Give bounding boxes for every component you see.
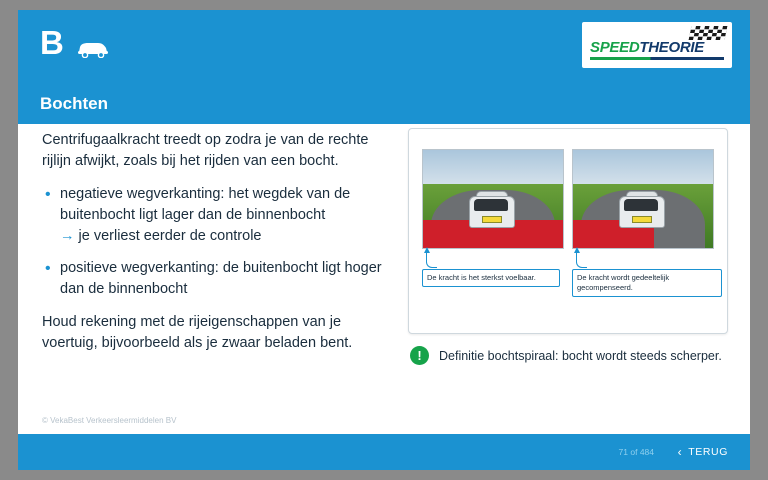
- photo-positive-camber: [572, 149, 714, 249]
- car-window: [474, 199, 508, 211]
- logo-text-speed: SPEED: [590, 39, 640, 56]
- list-item: [42, 184, 392, 247]
- slide-body: [18, 124, 750, 434]
- logo-text: [590, 39, 704, 56]
- photo-negative-camber: [422, 149, 564, 249]
- page-indicator: 71 of 484: [618, 447, 654, 457]
- slide-header: [18, 10, 750, 88]
- exclamation-icon: !: [410, 346, 429, 365]
- callout-connector-right: [576, 253, 587, 268]
- bullet-sub-text: je verliest eerder de controle: [78, 228, 262, 245]
- back-button-label: TERUG: [688, 446, 728, 458]
- car-illustration: [617, 188, 665, 230]
- copyright-text: © VekaBest Verkeersleermiddelen BV: [42, 416, 177, 425]
- bullet-sub-line: [60, 228, 262, 244]
- definition-text: Definitie bochtspiraal: bocht wordt steeds scherper.: [439, 348, 722, 363]
- checkered-flag-icon: [689, 26, 728, 40]
- car-window: [624, 199, 658, 211]
- sky: [573, 150, 713, 184]
- brand-logo: [582, 22, 732, 68]
- slide-footer: [18, 434, 750, 470]
- illustration-panel: [408, 128, 728, 334]
- bullet-list: [42, 184, 392, 300]
- list-item: [42, 258, 392, 300]
- callout-connector-left: [426, 253, 437, 268]
- definition-note: [410, 346, 740, 365]
- car-license-plate: [632, 216, 652, 223]
- logo-underline: [590, 57, 724, 60]
- title-bar: [18, 88, 750, 124]
- chapter-letter: B: [40, 24, 64, 61]
- caption-right: De kracht wordt gedeeltelijk gecompenseerd.: [572, 269, 722, 297]
- intro-paragraph: Centrifugaalkracht treedt op zodra je van de rechte rijlijn afwijkt, zoals bij het rijden van een bocht.: [42, 132, 369, 170]
- caption-left: De kracht is het sterkst voelbaar.: [422, 269, 560, 287]
- car-illustration: [467, 188, 515, 230]
- closing-paragraph: Houd rekening met de rijeigenschappen van je voertuig, bijvoorbeeld als je zwaar beladen bent.: [42, 314, 353, 352]
- logo-text-theorie: THEORIE: [639, 39, 704, 56]
- chevron-left-icon: ‹: [677, 445, 683, 459]
- bullet-text: negatieve wegverkanting: het wegdek van de buitenbocht ligt lager dan de binnenbocht: [60, 186, 351, 224]
- sky: [423, 150, 563, 184]
- header-inner: [36, 26, 732, 76]
- page-title: Bochten: [40, 94, 108, 113]
- arrow-icon: →: [60, 228, 75, 245]
- car-license-plate: [482, 216, 502, 223]
- slide: [18, 10, 750, 470]
- bullet-text: positieve wegverkanting: de buitenbocht ligt hoger dan de binnenbocht: [60, 260, 382, 298]
- text-column: [42, 130, 392, 366]
- back-button[interactable]: [678, 445, 728, 459]
- car-icon: [76, 38, 110, 58]
